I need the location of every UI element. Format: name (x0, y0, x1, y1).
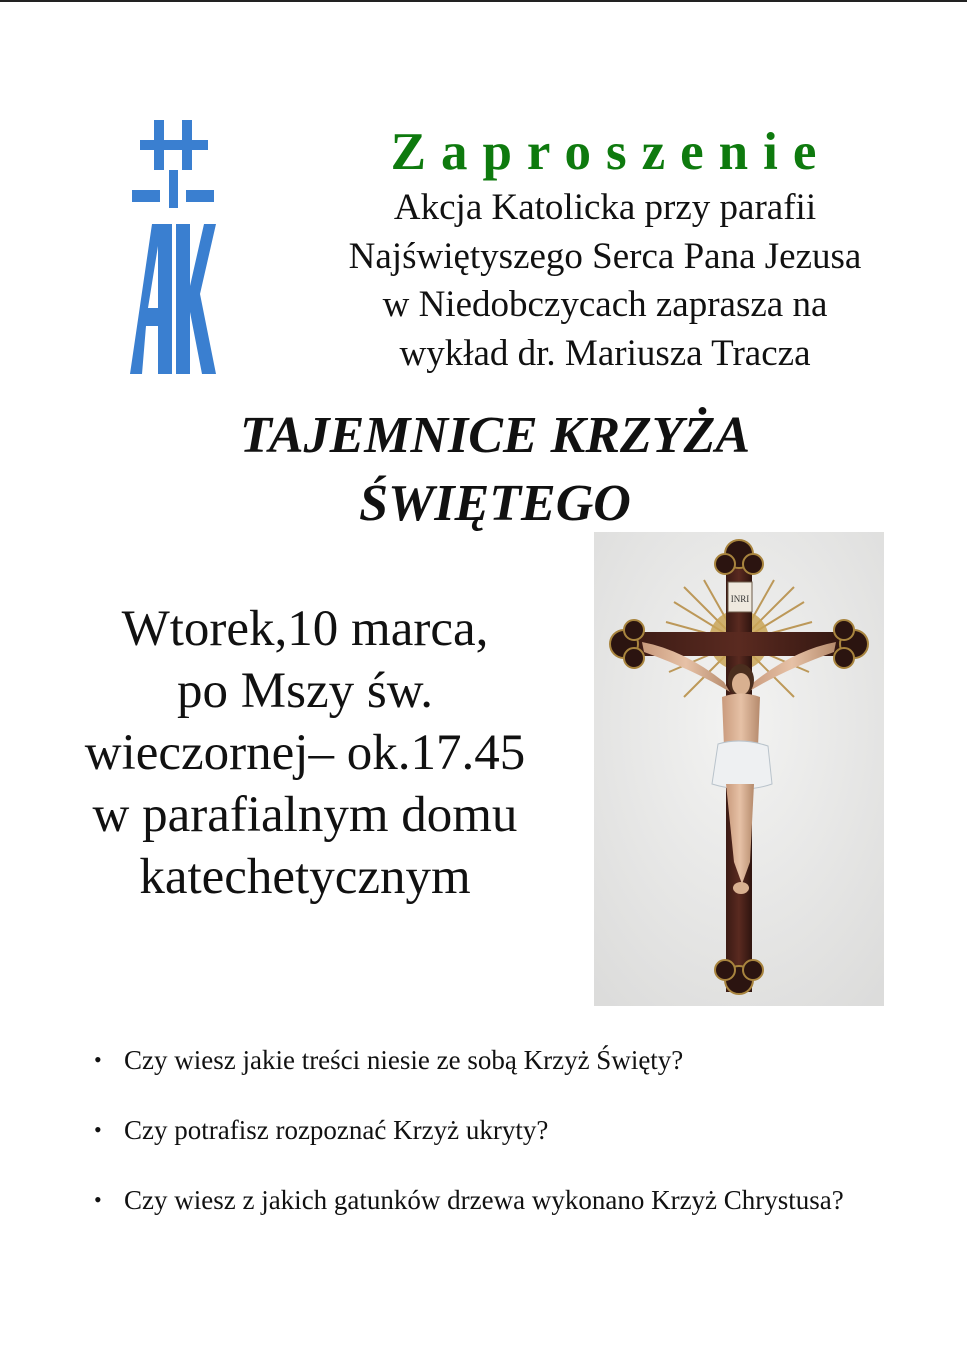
catholic-action-logo-icon (128, 116, 218, 378)
intro-line-4: wykład dr. Mariusza Tracza (399, 332, 811, 374)
question-item (94, 1040, 954, 1080)
lecture-title (150, 402, 840, 538)
question-text: Czy potrafisz rozpoznać Krzyż ukryty? (124, 1115, 549, 1145)
lecture-title-line-2: ŚWIĘTEGO (359, 475, 631, 532)
crucifix-photo (594, 532, 884, 1006)
event-details (40, 598, 570, 908)
question-list (94, 1040, 954, 1250)
intro-line-2: Najświętyszego Serca Pana Jezusa (348, 235, 862, 277)
top-border-line (0, 0, 967, 2)
event-line-5: katechetycznym (139, 849, 471, 905)
intro-line-1: Akcja Katolicka przy parafii (393, 187, 817, 228)
lecture-title-line-1: TAJEMNICE KRZYŻA (240, 407, 750, 464)
intro-line-3: w Niedobczycach zaprasza na (382, 284, 828, 325)
event-line-1: Wtorek,10 marca, (121, 601, 489, 657)
svg-text:INRI: INRI (730, 594, 750, 604)
question-item (94, 1110, 954, 1150)
invitation-title: Zaproszenie (390, 123, 832, 181)
question-text: Czy wiesz z jakich gatunków drzewa wykonano Krzyż Chrystusa? (124, 1185, 844, 1215)
event-line-2: po Mszy św. (177, 663, 433, 719)
bullet-icon: • (94, 1117, 102, 1142)
event-line-4: w parafialnym domu (92, 787, 518, 843)
question-text: Czy wiesz jakie treści niesie ze sobą Krzyż Święty? (124, 1045, 684, 1075)
invitation-header (290, 120, 920, 378)
crucifix-icon (594, 532, 884, 1006)
question-item (94, 1180, 954, 1220)
event-line-3: wieczornej– ok.17.45 (84, 725, 526, 781)
bullet-icon: • (94, 1187, 102, 1212)
bullet-icon: • (94, 1047, 102, 1072)
